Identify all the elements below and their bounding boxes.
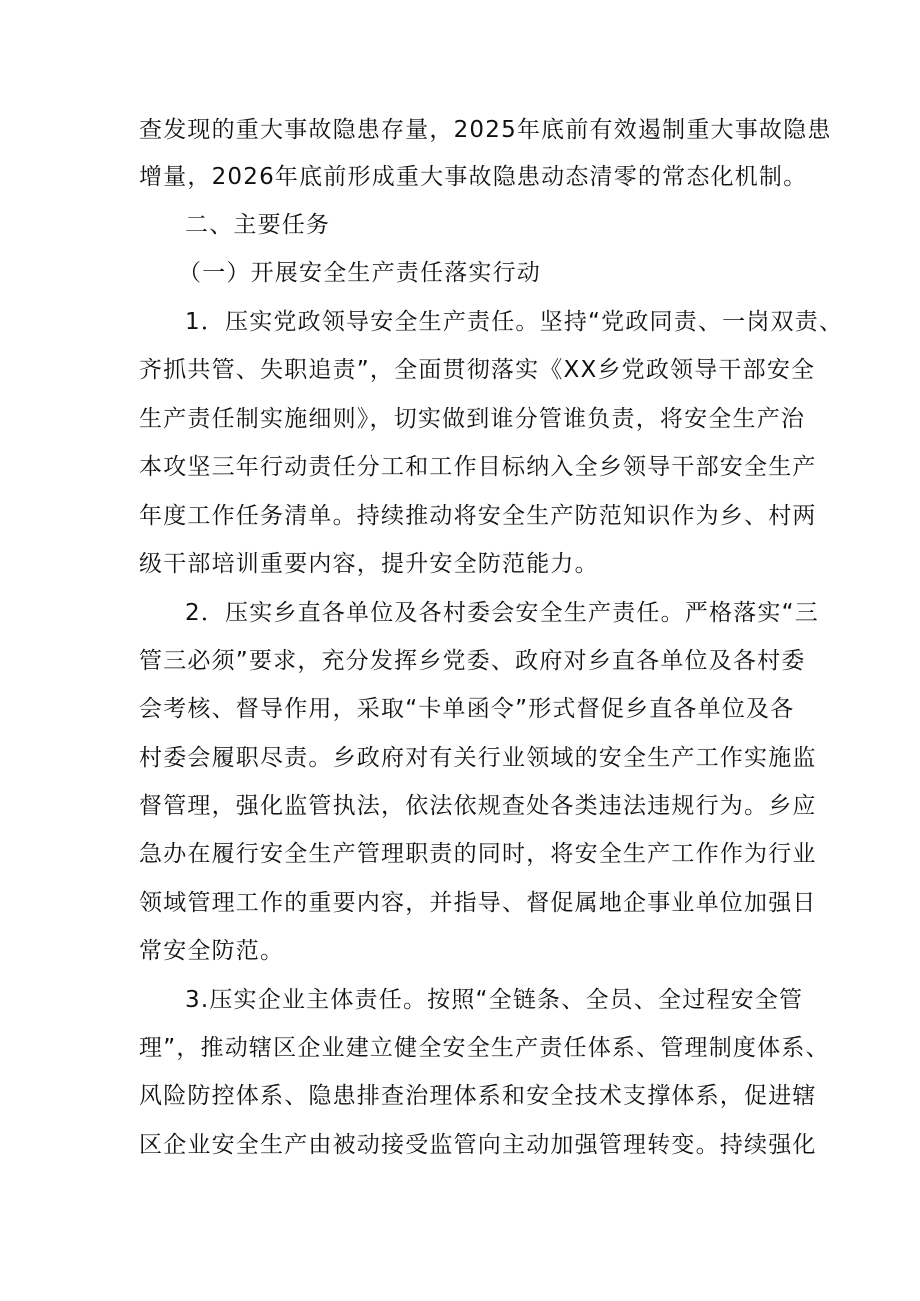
subsection-heading: （一）开展安全生产责任落实行动 [178,260,541,286]
text-line-14: 村委会履职尽责。乡政府对有关行业领域的安全生产工作实施监 [139,745,817,771]
text-line-6: 齐抓共管、失职追责”，全面贯彻落实《XX乡党政领导干部安全 [139,357,816,383]
text-line-8: 本攻坚三年行动责任分工和工作目标纳入全乡领导干部安全生产 [139,454,817,480]
text-line-10: 级干部培训重要内容，提升安全防范能力。 [139,551,599,577]
text-line-16: 急办在履行安全生产管理职责的同时，将安全生产工作作为行业 [139,841,817,867]
text-line-18: 常安全防范。 [139,938,285,964]
text-line-15: 督管理，强化监管执法，依法依规查处各类违法违规行为。乡应 [139,793,817,819]
text-line-20: 理”，推动辖区企业建立健全安全生产责任体系、管理制度体系、 [139,1035,830,1061]
text-line-17: 领域管理工作的重要内容，并指导、督促属地企事业单位加强日 [139,890,817,916]
text-line-1: 查发现的重大事故隐患存量，2025年底前有效遏制重大事故隐患 [139,117,832,143]
text-line-19: 3.压实企业主体责任。按照“全链条、全员、全过程安全管 [185,987,804,1013]
text-line-11: 2．压实乡直各单位及各村委会安全生产责任。严格落实“三 [185,600,819,626]
text-line-12: 管三必须”要求，充分发挥乡党委、政府对乡直各单位及各村委 [139,648,806,674]
text-line-21: 风险防控体系、隐患排查治理体系和安全技术支撑体系，促进辖 [139,1083,817,1109]
section-heading: 二、主要任务 [185,212,331,238]
text-line-9: 年度工作任务清单。持续推动将安全生产防范知识作为乡、村两 [139,503,817,529]
text-line-13: 会考核、督导作用，采取“卡单函令”形式督促乡直各单位及各 [139,696,795,722]
text-line-5: 1．压实党政领导安全生产责任。坚持“党政同责、一岗双责、 [185,309,844,335]
text-line-2: 增量，2026年底前形成重大事故隐患动态清零的常态化机制。 [139,164,808,190]
text-line-22: 区企业安全生产由被动接受监管向主动加强管理转变。持续强化 [139,1132,817,1158]
text-line-7: 生产责任制实施细则》，切实做到谁分管谁负责，将安全生产治 [139,406,806,432]
